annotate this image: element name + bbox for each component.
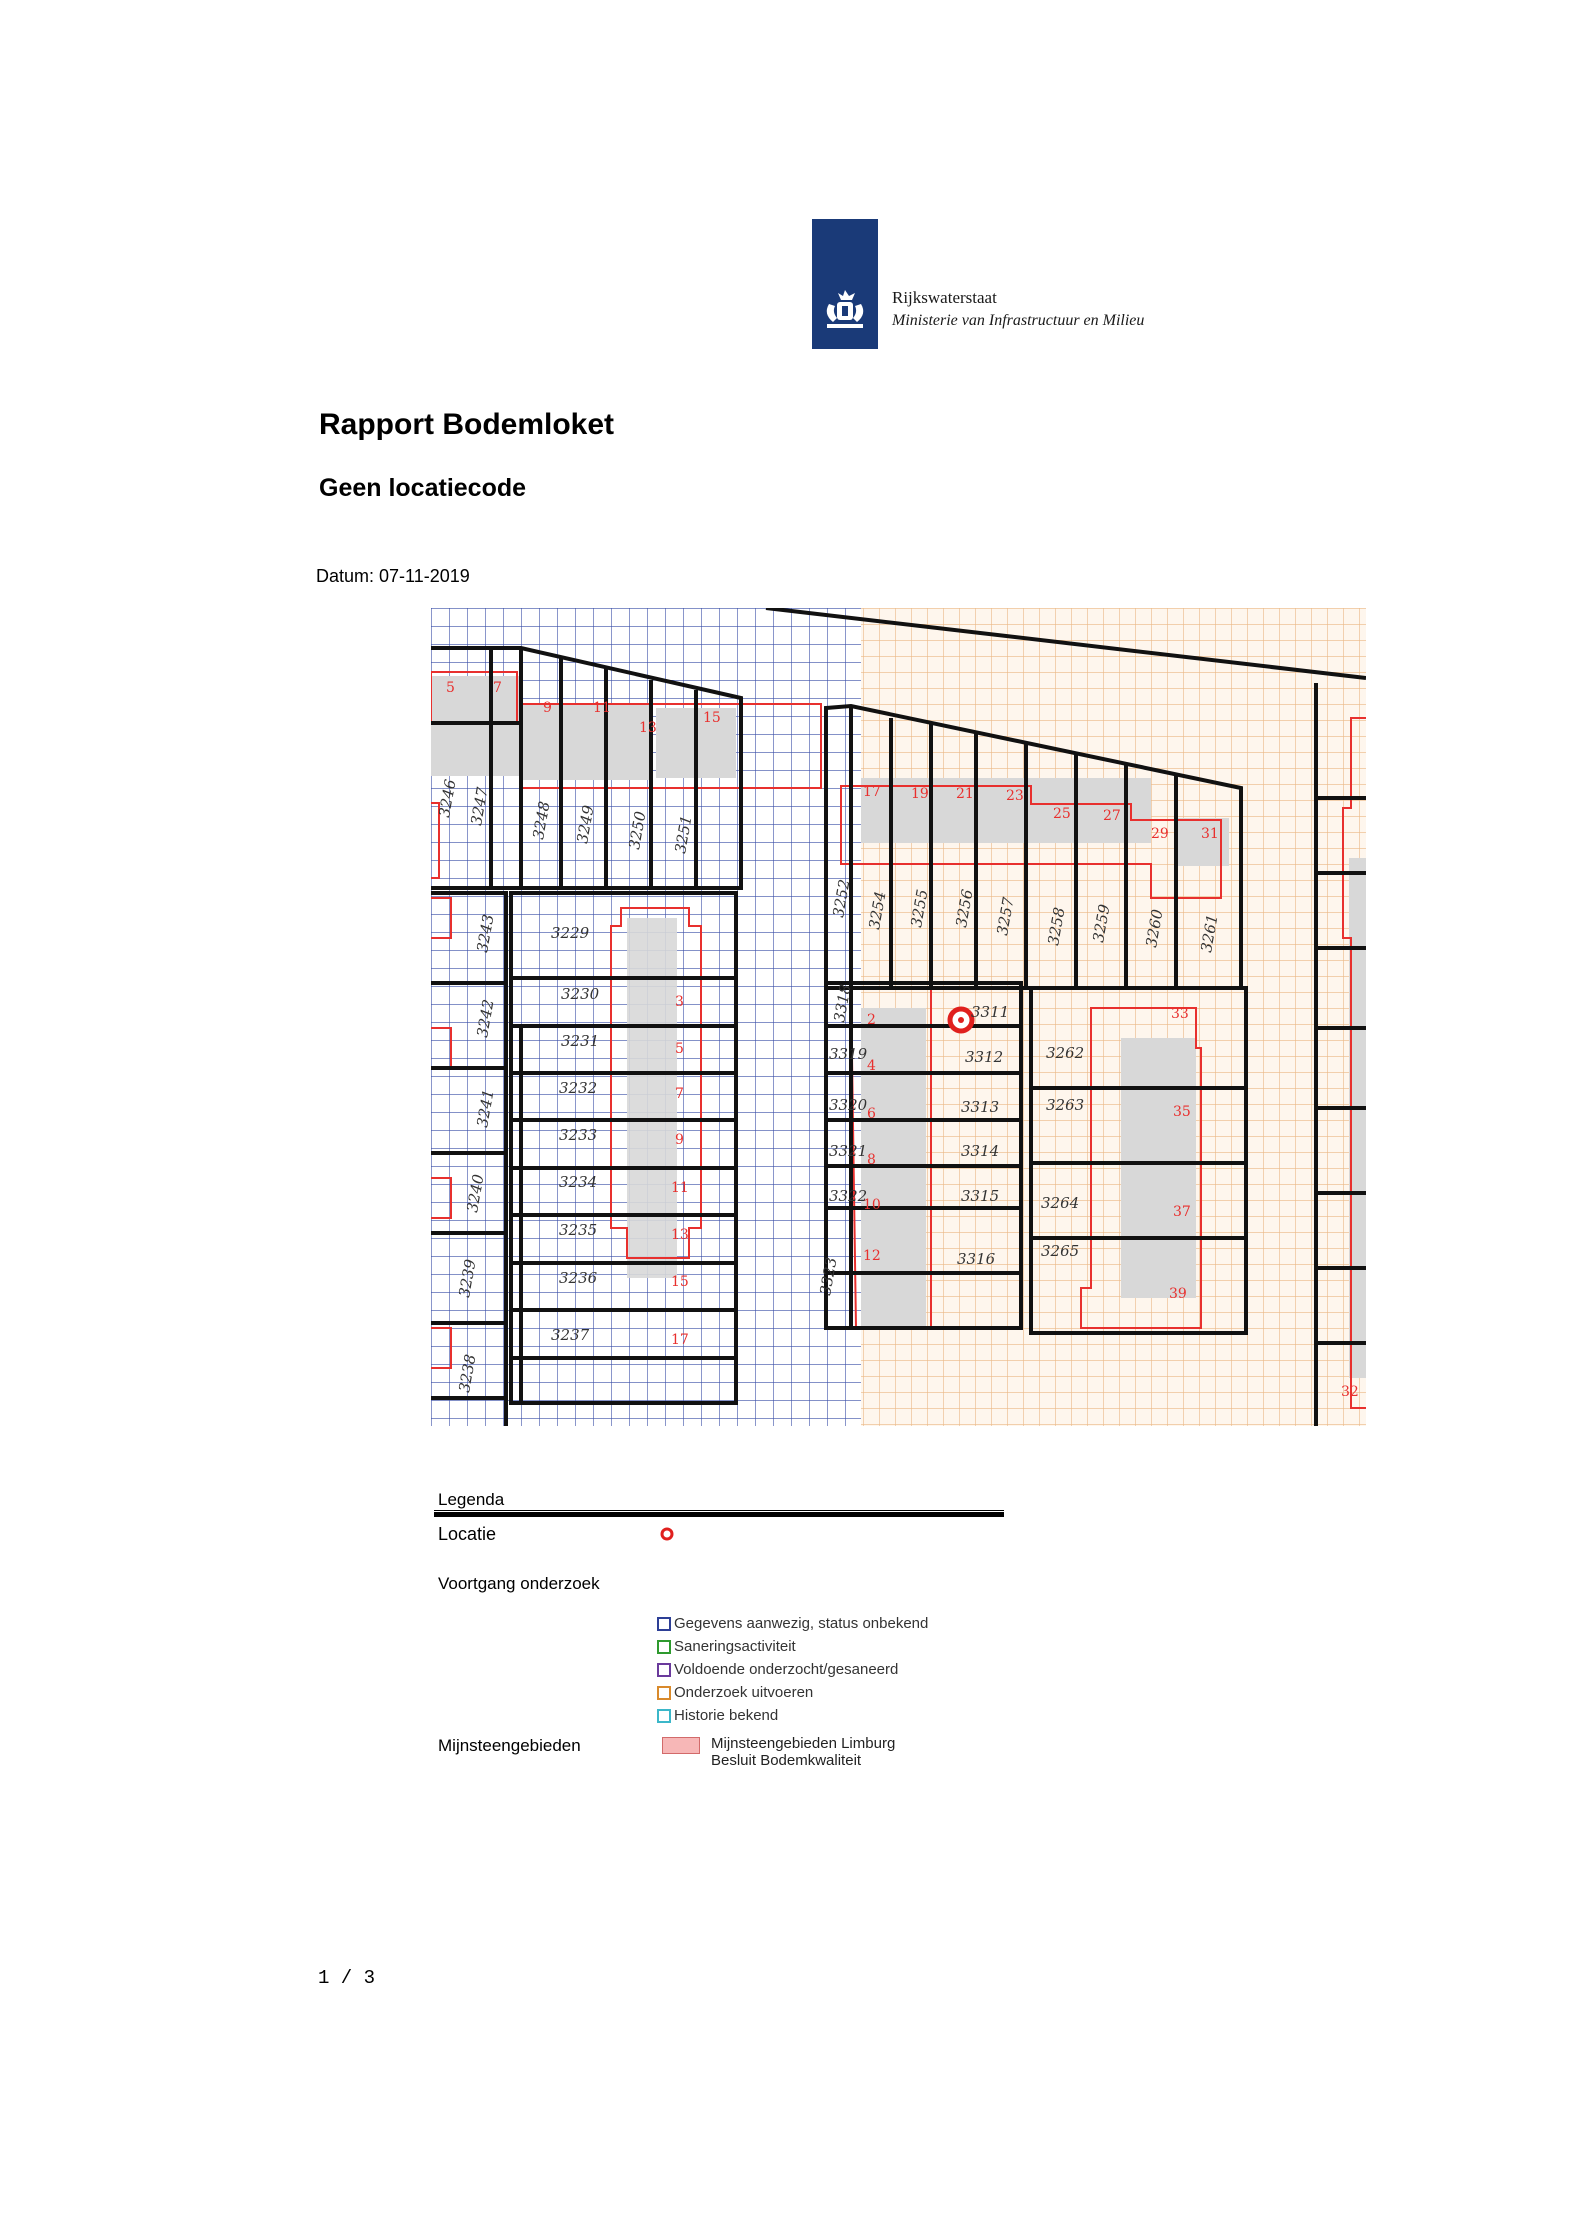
logo-line-1: Rijkswaterstaat [892,288,997,307]
logo-line-2: Ministerie van Infrastructuur en Milieu [892,312,1145,329]
legend-swatch-icon [657,1686,671,1700]
house-number: 13 [639,720,657,736]
legend-swatch-icon [657,1663,671,1677]
legend-swatch-icon [657,1709,671,1723]
map-canvas [431,608,1366,1426]
parcel-label: 3322 [829,1187,868,1205]
legend-divider [434,1512,1004,1517]
page-number: 1 / 3 [318,1967,376,1989]
report-title: Rapport Bodemloket [319,408,615,441]
parcel-label: 3251 [671,813,696,855]
house-number: 11 [593,700,611,716]
house-number: 7 [675,1086,684,1102]
parcel-label: 3262 [1046,1044,1085,1062]
house-number: 8 [867,1152,876,1168]
house-number: 3 [675,994,684,1010]
parcel-label: 3318 [830,982,855,1024]
house-number: 17 [863,784,881,800]
parcel-label: 3238 [455,1352,480,1394]
house-number: 13 [671,1227,689,1243]
parcel-label: 3316 [957,1250,996,1268]
parcel-label: 3260 [1142,907,1167,949]
parcel-label: 3311 [971,1003,1010,1021]
legend-title: Legenda [438,1490,505,1509]
house-number: 27 [1103,808,1121,824]
legend-voortgang-label: Voortgang onderzoek [438,1574,600,1593]
house-number: 7 [493,680,502,696]
parcel-label: 3256 [952,887,977,929]
parcel-label: 3255 [907,887,932,929]
parcel-label: 3323 [816,1255,841,1297]
legend-mijn-label: Mijnsteengebieden [438,1736,581,1755]
house-number: 5 [675,1041,684,1057]
house-number: 23 [1006,788,1024,804]
house-number: 31 [1201,826,1219,842]
parcel-label: 3313 [961,1098,1000,1116]
house-number: 12 [863,1248,881,1264]
parcel-label: 3231 [561,1032,600,1050]
parcel-label: 3234 [559,1173,598,1191]
report-date: Datum: 07-11-2019 [316,566,470,586]
parcel-label: 3232 [559,1079,598,1097]
house-number: 15 [671,1274,689,1290]
legend-locatie-label: Locatie [438,1524,497,1544]
house-number: 39 [1169,1286,1187,1302]
parcel-label: 3230 [561,985,600,1003]
parcel-label: 3249 [573,803,598,845]
legend-divider-thin [434,1510,1004,1511]
house-number: 5 [446,680,455,696]
parcel-label: 3319 [829,1045,868,1063]
parcel-label: 3254 [865,889,890,931]
house-number: 15 [703,710,721,726]
parcel-label: 3312 [965,1048,1004,1066]
parcel-label: 3315 [961,1187,1000,1205]
parcel-label: 3241 [473,1087,498,1129]
house-number: 2 [867,1012,876,1028]
parcel-label: 3265 [1041,1242,1080,1260]
house-number: 19 [911,786,929,802]
house-number: 21 [956,786,974,802]
house-number: 35 [1173,1104,1191,1120]
house-number: 11 [671,1180,689,1196]
legend-item-onderzoek: Onderzoek uitvoeren [657,1684,813,1702]
parcel-label: 3261 [1197,912,1222,954]
legend-swatch-icon [657,1617,671,1631]
parcel-label: 3314 [961,1142,1000,1160]
house-number: 9 [543,700,552,716]
parcel-label: 3236 [559,1269,598,1287]
house-number: 32 [1341,1384,1359,1400]
parcel-label: 3257 [993,895,1018,937]
parcel-label: 3263 [1046,1096,1085,1114]
parcel-label: 3242 [473,997,498,1039]
house-number: 10 [863,1197,881,1213]
parcel-label: 3243 [473,912,498,954]
house-number: 17 [671,1332,689,1348]
mining-swatch-icon [662,1737,700,1754]
parcel-label: 3246 [435,777,460,819]
parcel-label: 3239 [455,1257,480,1299]
legend-swatch-icon [657,1640,671,1654]
house-number: 6 [867,1106,876,1122]
parcel-label: 3250 [625,809,650,851]
parcel-label: 3240 [463,1172,488,1214]
legend-item-sanering: Saneringsactiviteit [657,1638,796,1656]
crest-icon [815,282,875,338]
legend-item-historie: Historie bekend [657,1707,778,1725]
legend-item-gegevens: Gegevens aanwezig, status onbekend [657,1615,928,1633]
parcel-label: 3248 [529,799,554,841]
parcel-label: 3258 [1044,905,1069,947]
parcel-label: 3320 [829,1096,868,1114]
parcel-label: 3247 [467,785,492,827]
legend-mijn-item: Mijnsteengebieden Limburg Besluit Bodemkwaliteit [711,1735,896,1769]
parcel-label: 3321 [829,1142,868,1160]
parcel-label: 3229 [551,924,590,942]
location-marker-icon [660,1527,674,1541]
house-number: 9 [675,1132,684,1148]
report-subtitle: Geen locatiecode [319,474,527,502]
house-number: 4 [867,1058,876,1074]
parcel-label: 3259 [1089,902,1114,944]
parcel-label: 3233 [559,1126,598,1144]
parcel-label: 3252 [829,877,854,919]
parcel-label: 3264 [1041,1194,1080,1212]
soil-map [431,608,1366,1426]
house-number: 37 [1173,1204,1191,1220]
parcel-label: 3235 [559,1221,598,1239]
house-number: 33 [1171,1006,1189,1022]
parcel-label: 3237 [551,1326,590,1344]
house-number: 25 [1053,806,1071,822]
legend-item-voldoende: Voldoende onderzocht/gesaneerd [657,1661,898,1679]
house-number: 29 [1151,826,1169,842]
